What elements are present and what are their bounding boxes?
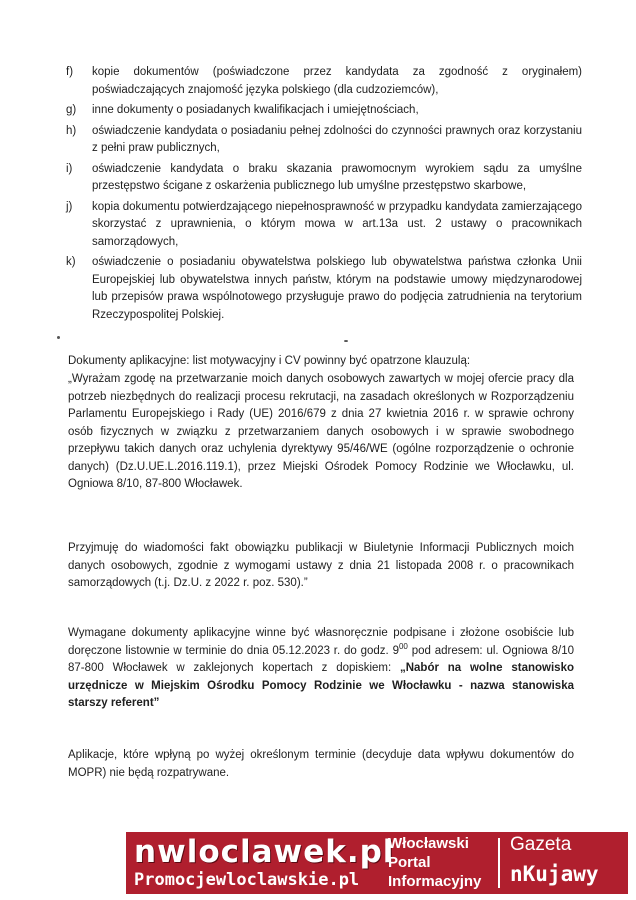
submission-text: Wymagane dokumenty aplikacyjne winne być własnoręcznie podpisane i złożone osobiście lub doręczone listownie w terminie do dnia 05.12.2023 r. do godz. 9 [68,627,574,657]
list-item [66,199,582,252]
scan-speck [57,336,60,339]
list-item [66,123,582,158]
list-item-text: kopia dokumentu potwierdzającego niepełnosprawność w przypadku kandydata zamierzającego skorzystać z uprawnienia, o którym mowa w art.13a ust. 2 ustawy o pracownikach samorządowych, [92,200,582,248]
list-item-text: inne dokumenty o posiadanych kwalifikacjach i umiejętnościach, [92,104,419,116]
watermark-site-name: nwloclawek.pl [134,834,395,870]
watermark-portal-line: Portal [388,854,431,871]
scan-speck [344,340,348,342]
clause-intro: Dokumenty aplikacyjne: list motywacyjny i CV powinny być opatrzone klauzulą: [68,355,471,367]
list-item [66,254,582,324]
watermark-banner [126,832,628,894]
submission-paragraph [68,625,574,713]
watermark-portal-line: Informacyjny [388,873,482,890]
envelope-label: „Nabór na wolne stanowisko urzędnicze w Miejskim Ośrodku Pomocy Rodzinie we Włocławku - nazwa stanowiska starszy referent” [68,662,574,709]
list-marker: g) [66,104,77,116]
publication-acknowledgement: Przyjmuję do wiadomości fakt obowiązku publikacji w Biuletynie Informacji Publicznych moich danych osobowych, zgodnie z wymogami ustawy z dnia 21 listopada 2008 r. o pracownikach samorządowych (t.j. Dz.U. z 2022 r. poz. 530).” [68,542,574,589]
list-item [66,64,582,99]
requirements-list [66,64,582,327]
list-item [66,161,582,196]
watermark-subsite: Promocjewloclawskie.pl [134,870,360,890]
watermark-divider [498,838,500,888]
submission-address: pod adresem: ul. Ogniowa 8/10 87-800 Włocławek w zaklejonych kopertach z dopiskiem: [68,644,574,674]
watermark-kujawy: nKujawy [510,862,599,886]
list-marker: k) [66,256,76,268]
list-item-text: kopie dokumentów (poświadczone przez kandydata za zgodność z oryginałem) poświadczających znajomość języka polskiego (dla cudzoziemców), [92,66,582,96]
late-applications-note: Aplikacje, które wpłyną po wyżej określonym terminie (decyduje data wpływu dokumentów do MOPR) nie będą rozpatrywane. [68,749,574,779]
list-item [66,102,582,120]
watermark-gazeta: Gazeta [510,834,572,855]
list-marker: h) [66,124,77,137]
consent-clause: „Wyrażam zgodę na przetwarzanie moich danych osobowych zawartych w mojej ofercie pracy dla potrzeb niezbędnych do realizacji procesu rekrutacji, na zasadach określonych w Rozporządzeniu Parlamentu Europejskiego i Rady (UE) 2016/679 z dnia 27 kwietnia 2016 r. w sprawie ochrony osób fizycznych w związku z przetwarzaniem danych osobowych i w sprawie swobodnego przepływu takich danych oraz uchylenia dyrektywy 95/46/WE (ogólne rozporządzenie o ochronie danych) (Dz.U.UE.L.2016.119.1), przez Miejski Ośrodek Pomocy Rodzinie we Włocławku, ul. Ogniowa 8/10, 87-800 Włocławek. [68,373,574,490]
list-marker: i) [66,162,73,175]
submission-time-minutes: 00 [398,641,408,651]
watermark-portal [388,834,481,891]
list-marker: j) [66,200,73,213]
list-item-text: oświadczenie o posiadaniu obywatelstwa polskiego lub obywatelstwa państwa członka Unii Europejskiej lub obywatelstwa innych państw, którym na podstawie umowy międzynarodowej lub przepisów prawa wspólnotowego przysługuje prawo do podjęcia zatrudnienia na terytorium Rzeczypospolitej Polskiej. [92,256,582,321]
watermark-portal-line: Włocławski [388,835,469,852]
list-item-text: oświadczenie kandydata o posiadaniu pełnej zdolności do czynności prawnych oraz korzystaniu z pełni praw publicznych, [92,124,582,154]
list-marker: f) [66,66,74,78]
list-item-text: oświadczenie kandydata o braku skazania prawomocnym wyrokiem sądu za umyślne przestępstwo ścigane z oskarżenia publicznego lub umyślne przestępstwo skarbowe, [92,162,582,192]
